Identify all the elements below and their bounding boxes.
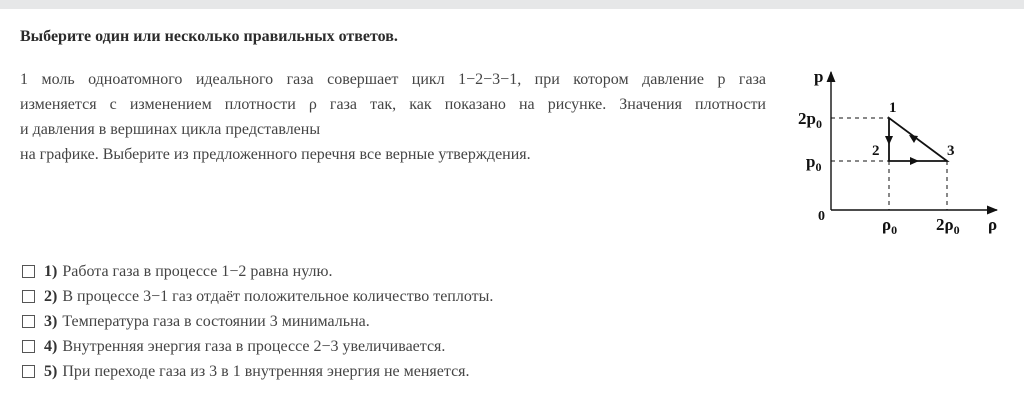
instruction-heading: Выберите один или несколько правильных ответов.	[20, 28, 398, 45]
p-rho-diagram	[790, 60, 1012, 240]
option-number: 1)	[44, 262, 58, 280]
arrow-2-3	[910, 157, 919, 165]
y-axis-label: p	[814, 67, 824, 86]
answer-options	[20, 259, 493, 384]
point-label-1: 1	[889, 100, 897, 116]
point-label-3: 3	[947, 143, 955, 159]
answer-option-1[interactable]	[20, 259, 493, 284]
option-text: Температура газа в состоянии 3 минимальна.	[62, 312, 370, 330]
option-text: Работа газа в процессе 1−2 равна нулю.	[62, 262, 333, 280]
cycle-path	[889, 118, 947, 161]
option-checkbox[interactable]	[22, 290, 35, 303]
arrow-1-2	[885, 136, 893, 145]
tick-2p0: $2p_0$	[798, 109, 822, 131]
origin-label: 0	[818, 209, 825, 224]
option-text: При переходе газа из 3 в 1 внутренняя энергия не меняется.	[62, 362, 470, 380]
option-checkbox[interactable]	[22, 315, 35, 328]
option-checkbox[interactable]	[22, 340, 35, 353]
option-number: 5)	[44, 362, 58, 380]
x-axis-label: ρ	[988, 215, 998, 234]
option-checkbox[interactable]	[22, 365, 35, 378]
point-label-2: 2	[872, 143, 880, 159]
option-text: В процессе 3−1 газ отдаёт положительное количество теплоты.	[62, 287, 494, 305]
tick-p0: $p_0$	[806, 152, 822, 174]
question-line: 1 моль одноатомного идеального газа совершает цикл 1−2−3−1, при котором давление p газа	[20, 71, 766, 88]
question-line: на графике. Выберите из предложенного перечня все верные утверждения.	[20, 146, 531, 163]
option-number: 4)	[44, 337, 58, 355]
answer-option-5[interactable]	[20, 359, 493, 384]
option-number: 2)	[44, 287, 58, 305]
tick-2rho0: $2\rho_0$	[936, 215, 960, 237]
question-line: и давления в вершинах цикла представлены	[20, 121, 321, 138]
top-bar	[0, 0, 1024, 9]
answer-option-4[interactable]	[20, 334, 493, 359]
question-text	[20, 67, 766, 167]
option-text: Внутренняя энергия газа в процессе 2−3 увеличивается.	[62, 337, 446, 355]
question-line: изменяется с изменением плотности ρ газа так, как показано на рисунке. Значения плотности	[20, 96, 766, 113]
option-number: 3)	[44, 312, 58, 330]
answer-option-3[interactable]	[20, 309, 493, 334]
option-checkbox[interactable]	[22, 265, 35, 278]
tick-rho0: $\rho_0$	[882, 215, 898, 237]
answer-option-2[interactable]	[20, 284, 493, 309]
